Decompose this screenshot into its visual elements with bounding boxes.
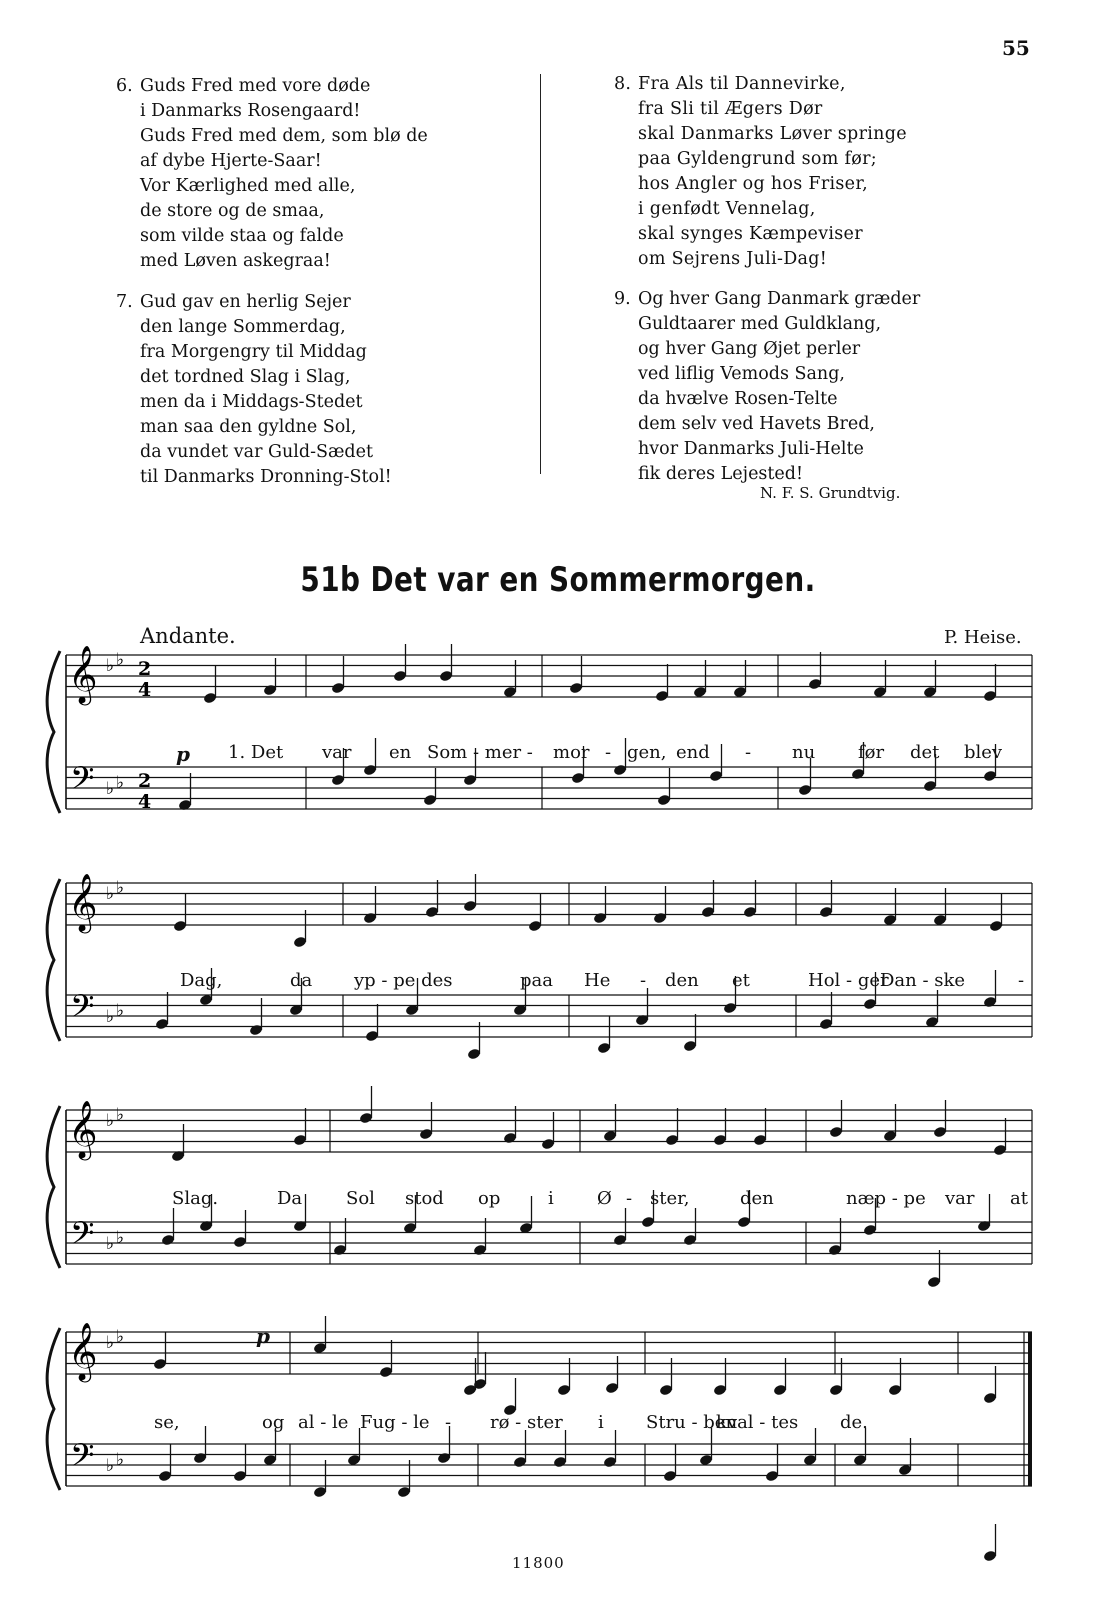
lyric-syllable: da	[290, 970, 313, 991]
lyric-syllable: Ø	[597, 1188, 612, 1209]
verse-line: 6. Guds Fred med vore døde	[116, 74, 428, 99]
lyric-syllable: mor	[553, 742, 590, 763]
verse-line: det tordned Slag i Slag,	[140, 367, 351, 387]
lyric-syllable: -	[626, 1188, 633, 1209]
lyric-syllable: -	[745, 742, 752, 763]
lyric-syllable: den	[740, 1188, 774, 1209]
lyric-syllable: He	[584, 970, 611, 991]
lyric-syllable: Sol	[346, 1188, 375, 1209]
brace	[47, 1106, 60, 1268]
verse-line: af dybe Hjerte-Saar!	[140, 151, 322, 171]
flat-icon: ♭	[106, 1234, 115, 1254]
lyric-syllable: i	[598, 1412, 604, 1433]
lyric-syllable: Hol - ger	[808, 970, 889, 991]
lyric-syllable: det	[910, 742, 940, 763]
lyric-syllable: end	[676, 742, 710, 763]
bass-clef-icon: 𝄢	[70, 1437, 95, 1481]
verse-line: fra Morgengry til Middag	[140, 342, 367, 362]
brace	[47, 879, 60, 1041]
lyric-syllable: den	[665, 970, 699, 991]
verse-line: som vilde staa og falde	[140, 226, 344, 246]
lyric-syllable: var	[322, 742, 352, 763]
lyric-syllable: Stru - ben	[646, 1412, 738, 1433]
lyric-syllable: -	[445, 1412, 452, 1433]
bass-clef-icon: 𝄢	[70, 1215, 95, 1259]
lyric-syllable: kval - tes	[716, 1412, 799, 1433]
lyric-syllable: i	[548, 1188, 554, 1209]
verse-line: 7. Gud gav en herlig Sejer	[116, 290, 392, 315]
lyric-syllable: -	[605, 742, 612, 763]
brace	[47, 1328, 60, 1490]
time-signature: 4	[138, 791, 152, 813]
verse-line: i genfødt Vennelag,	[638, 199, 816, 219]
flat-icon: ♭	[106, 1456, 115, 1476]
lyric-syllable: -	[1018, 970, 1025, 991]
lyric-syllable: op	[478, 1188, 501, 1209]
lyric-syllable: nu	[792, 742, 816, 763]
flat-icon: ♭	[116, 1327, 125, 1347]
verse-number: 9.	[614, 289, 631, 309]
time-signature: 2	[138, 658, 152, 680]
lyric-syllable: -	[640, 970, 647, 991]
verse-line: Guds Fred med dem, som blø de	[140, 126, 428, 146]
page-number: 55	[1002, 36, 1030, 60]
lyric-syllable: yp - pe des	[354, 970, 453, 991]
time-signature: 4	[138, 679, 152, 701]
verse-line: hos Angler og hos Friser,	[638, 174, 868, 194]
verse-line: men da i Middags-Stedet	[140, 392, 363, 412]
lyric-syllable: Fug - le	[360, 1412, 430, 1433]
verse-line: Vor Kærlighed med alle,	[140, 176, 356, 196]
tempo-marking: Andante.	[140, 624, 236, 648]
verse-line: ved liflig Vemods Sang,	[638, 364, 845, 384]
verse-line: da vundet var Guld-Sædet	[140, 442, 374, 462]
verse-line: om Sejrens Juli-Dag!	[638, 249, 828, 269]
dynamic-marking: p	[176, 742, 190, 766]
flat-icon: ♭	[116, 1105, 125, 1125]
lyric-syllable: al - le	[298, 1412, 349, 1433]
treble-clef-icon: 𝄞	[68, 645, 98, 703]
verse-line: i Danmarks Rosengaard!	[140, 101, 361, 121]
flat-icon: ♭	[116, 650, 125, 670]
flat-icon: ♭	[106, 1111, 115, 1131]
verse-line: til Danmarks Dronning-Stol!	[140, 467, 392, 487]
flat-icon: ♭	[116, 1228, 125, 1248]
bass-clef-icon: 𝄢	[70, 760, 95, 804]
dynamic-marking: p	[256, 1324, 270, 1348]
treble-clef-icon: 𝄞	[68, 873, 98, 931]
verse-line: man saa den gyldne Sol,	[140, 417, 357, 437]
verse-line: dem selv ved Havets Bred,	[638, 414, 875, 434]
plate-number: 11800	[512, 1554, 565, 1572]
flat-icon: ♭	[106, 1333, 115, 1353]
lyric-syllable: Dag,	[180, 970, 223, 991]
flat-icon: ♭	[106, 884, 115, 904]
lyric-syllable: Som - mer -	[427, 742, 533, 763]
lyric-syllable: var	[945, 1188, 975, 1209]
verse-line: fik deres Lejested!	[638, 464, 804, 484]
lyric-syllable: 1. Det	[228, 742, 284, 763]
verse-number: 6.	[116, 76, 133, 96]
verse-line: Guldtaarer med Guldklang,	[638, 314, 882, 334]
verse-line: og hver Gang Øjet perler	[638, 339, 861, 359]
verse-line: den lange Sommerdag,	[140, 317, 346, 337]
flat-icon: ♭	[106, 1007, 115, 1027]
verse-line: fra Sli til Ægers Dør	[638, 99, 823, 119]
verse-line: med Løven askegraa!	[140, 251, 331, 271]
lyric-syllable: Da	[277, 1188, 303, 1209]
lyric-syllable: ster,	[650, 1188, 690, 1209]
song-title: 51b Det var en Sommermorgen.	[300, 560, 816, 600]
lyric-syllable: Dan - ske	[880, 970, 966, 991]
lyric-syllable: gen,	[627, 742, 667, 763]
flat-icon: ♭	[106, 779, 115, 799]
verse-line: 8. Fra Als til Dannevirke,	[614, 72, 907, 97]
verse-line: da hvælve Rosen-Telte	[638, 389, 838, 409]
verse-line: skal Danmarks Løver springe	[638, 124, 907, 144]
time-signature: 2	[138, 770, 152, 792]
treble-clef-icon: 𝄞	[68, 1322, 98, 1380]
lyric-syllable: før	[858, 742, 885, 763]
bass-clef-icon: 𝄢	[70, 988, 95, 1032]
verse-line: hvor Danmarks Juli-Helte	[638, 439, 864, 459]
lyric-syllable: stod	[405, 1188, 444, 1209]
lyric-syllable: et	[732, 970, 750, 991]
lyric-syllable: en	[389, 742, 412, 763]
verse-line: de store og de smaa,	[140, 201, 325, 221]
lyric-syllable: de.	[840, 1412, 868, 1433]
lyric-syllable: rø - ster	[490, 1412, 563, 1433]
flat-icon: ♭	[116, 773, 125, 793]
brace	[47, 651, 60, 813]
verse-line: skal synges Kæmpeviser	[638, 224, 863, 244]
verse-line: paa Gyldengrund som før;	[638, 149, 877, 169]
composer-credit: P. Heise.	[944, 627, 1022, 648]
treble-clef-icon: 𝄞	[68, 1100, 98, 1158]
lyric-syllable: se,	[154, 1412, 180, 1433]
flat-icon: ♭	[116, 878, 125, 898]
lyric-syllable: at	[1010, 1188, 1028, 1209]
lyric-syllable: blev	[964, 742, 1003, 763]
flat-icon: ♭	[106, 656, 115, 676]
flat-icon: ♭	[116, 1450, 125, 1470]
verse-number: 7.	[116, 292, 133, 312]
flat-icon: ♭	[116, 1001, 125, 1021]
lyric-syllable: næp - pe	[846, 1188, 926, 1209]
lyric-syllable: og	[262, 1412, 285, 1433]
lyric-syllable: paa	[520, 970, 553, 991]
verse-number: 8.	[614, 74, 632, 94]
author-credit: N. F. S. Grundtvig.	[760, 484, 901, 502]
lyric-syllable: Slag.	[172, 1188, 219, 1209]
verse-line: 9. Og hver Gang Danmark græder	[614, 287, 920, 312]
